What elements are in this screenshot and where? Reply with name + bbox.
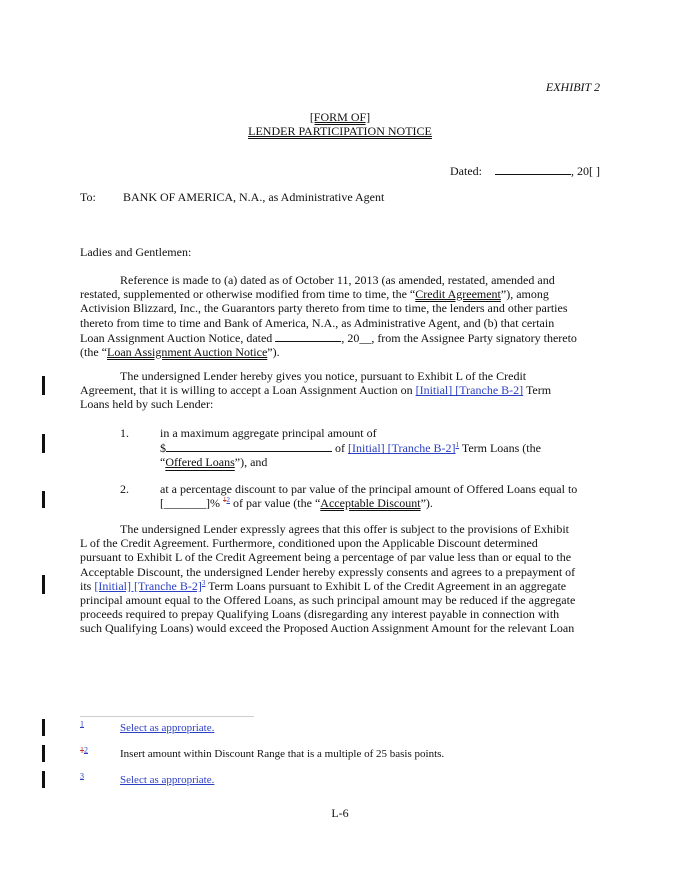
dated-label: Dated:	[450, 164, 482, 178]
change-bar	[42, 434, 45, 453]
tranche-insertion: [Initial] [Tranche B-2]	[415, 383, 524, 398]
para3-line: such Qualifying Loans) would exceed the Proposed Auction Assignment Amount for the relevant Loan	[80, 621, 575, 636]
item-2-text	[160, 482, 577, 510]
change-bar	[42, 771, 45, 788]
para1-line: thereto from time to time and Bank of America, N.A., as Administrative Agent, and (b) that certain	[80, 315, 555, 330]
para2-line: The undersigned Lender hereby gives you notice, pursuant to Exhibit L of the Credit	[120, 369, 527, 383]
para1-line: Activision Blizzard, Inc., the Guarantors party thereto from time to time, the lenders and other parties	[80, 301, 568, 316]
para3-line: pursuant to Exhibit L of the Credit Agreement being a percentage of par value less than or equal to the	[80, 550, 572, 565]
item-1-number: 1.	[120, 426, 129, 440]
date-blank[interactable]	[495, 163, 571, 175]
para2-line: Agreement, that it is willing to accept a Loan Assignment Auction on [Initial] [Tranche B-2] Term	[80, 383, 552, 398]
para1-line: restated, supplemented or otherwise modified from time to time, the “Credit Agreement”), among	[80, 287, 549, 302]
to-recipient: BANK OF AMERICA, N.A., as Administrative Agent	[123, 190, 385, 204]
footnote-text: Insert amount within Discount Range that is a multiple of 25 basis points.	[120, 748, 445, 760]
footnote-ref[interactable]: 1	[455, 441, 460, 450]
footnote-ref-deleted: 1	[223, 496, 227, 505]
para3-line: The undersigned Lender expressly agrees that this offer is subject to the provisions of Exhibit	[120, 522, 570, 536]
footnote-mark: 2	[84, 745, 88, 755]
title-notice: LENDER PARTICIPATION NOTICE	[248, 124, 432, 138]
footnote-mark: 3	[80, 771, 84, 781]
para1-line: Loan Assignment Auction Notice, dated , 20__, from the Assignee Party signatory thereto	[80, 330, 577, 345]
change-bar	[42, 745, 45, 762]
footnote-ref[interactable]: 3	[201, 578, 206, 587]
paragraph-agreement	[80, 522, 602, 636]
salutation: Ladies and Gentlemen:	[80, 245, 192, 259]
para1-line: (the “Loan Assignment Auction Notice”).	[80, 345, 280, 360]
change-bar	[42, 376, 45, 395]
para3-line: its [Initial] [Tranche B-2]$^3$ Term Loans pursuant to Exhibit L of the Credit Agreement in an aggregate	[80, 578, 567, 593]
amount-blank[interactable]	[166, 440, 332, 452]
dated-line	[450, 163, 600, 178]
term-credit-agreement: Credit Agreement	[415, 287, 501, 302]
title-form-of: [FORM OF]	[309, 110, 371, 124]
percentage-blank[interactable]: [_______]%	[160, 496, 220, 511]
change-bar	[42, 575, 45, 594]
para3-line: Acceptable Discount, the undersigned Lender hereby expressly consents and agrees to a prepayment of	[80, 564, 576, 579]
footnote-mark-deleted: 1	[80, 745, 84, 755]
footnote-separator	[80, 716, 254, 717]
term-offered-loans: Offered Loans	[165, 455, 235, 470]
item-1-text	[160, 426, 541, 470]
paragraph-notice	[80, 369, 602, 412]
dated-year: , 20[ ]	[571, 164, 600, 178]
term-acceptable-discount: Acceptable Discount	[320, 496, 421, 511]
document-title	[0, 110, 680, 138]
to-label: To:	[80, 190, 96, 204]
page-number: L-6	[331, 806, 349, 820]
para3-line: principal amount equal to the Offered Loans, as such principal amount may be reduced if the aggregate	[80, 593, 576, 608]
para3-line: L of the Credit Agreement. Furthermore, conditioned upon the Applicable Discount determined	[80, 536, 538, 551]
item1-line: $ of [Initial] [Tranche B-2]$^1$ Term Loans (the	[160, 441, 541, 456]
to-line	[80, 190, 384, 204]
change-bar	[42, 491, 45, 508]
para2-line: Loans held by such Lender:	[80, 397, 214, 412]
footnote-3	[80, 771, 215, 786]
footnote-text: Select as appropriate.	[120, 774, 215, 786]
item2-line: [_______]% $^{12}$ of par value (the “Acceptable Discount”).	[160, 496, 433, 511]
item1-line: in a maximum aggregate principal amount of	[160, 426, 377, 440]
footnote-2	[80, 745, 445, 760]
para1-line: Reference is made to (a) dated as of October 11, 2013 (as amended, restated, amended and	[120, 273, 555, 287]
para3-line: proceeds required to prepay Qualifying Loans (disregarding any interest payable in connection with	[80, 607, 560, 622]
footnote-ref[interactable]: 2	[226, 496, 230, 505]
item-2-number: 2.	[120, 482, 129, 496]
item1-line: “Offered Loans”), and	[160, 455, 268, 470]
footnote-text: Select as appropriate.	[120, 722, 215, 734]
change-bar	[42, 719, 45, 736]
footnote-mark: 1	[80, 719, 84, 729]
exhibit-label: EXHIBIT 2	[545, 80, 600, 94]
tranche-insertion: [Initial] [Tranche B-2]	[94, 578, 202, 593]
footnote-1	[80, 719, 215, 734]
paragraph-reference	[80, 273, 602, 359]
tranche-insertion: [Initial] [Tranche B-2]	[348, 441, 456, 456]
term-loan-assignment-auction-notice: Loan Assignment Auction Notice	[106, 345, 268, 360]
item2-line: at a percentage discount to par value of the principal amount of Offered Loans equal to	[160, 482, 578, 496]
auction-date-blank[interactable]	[275, 330, 341, 342]
